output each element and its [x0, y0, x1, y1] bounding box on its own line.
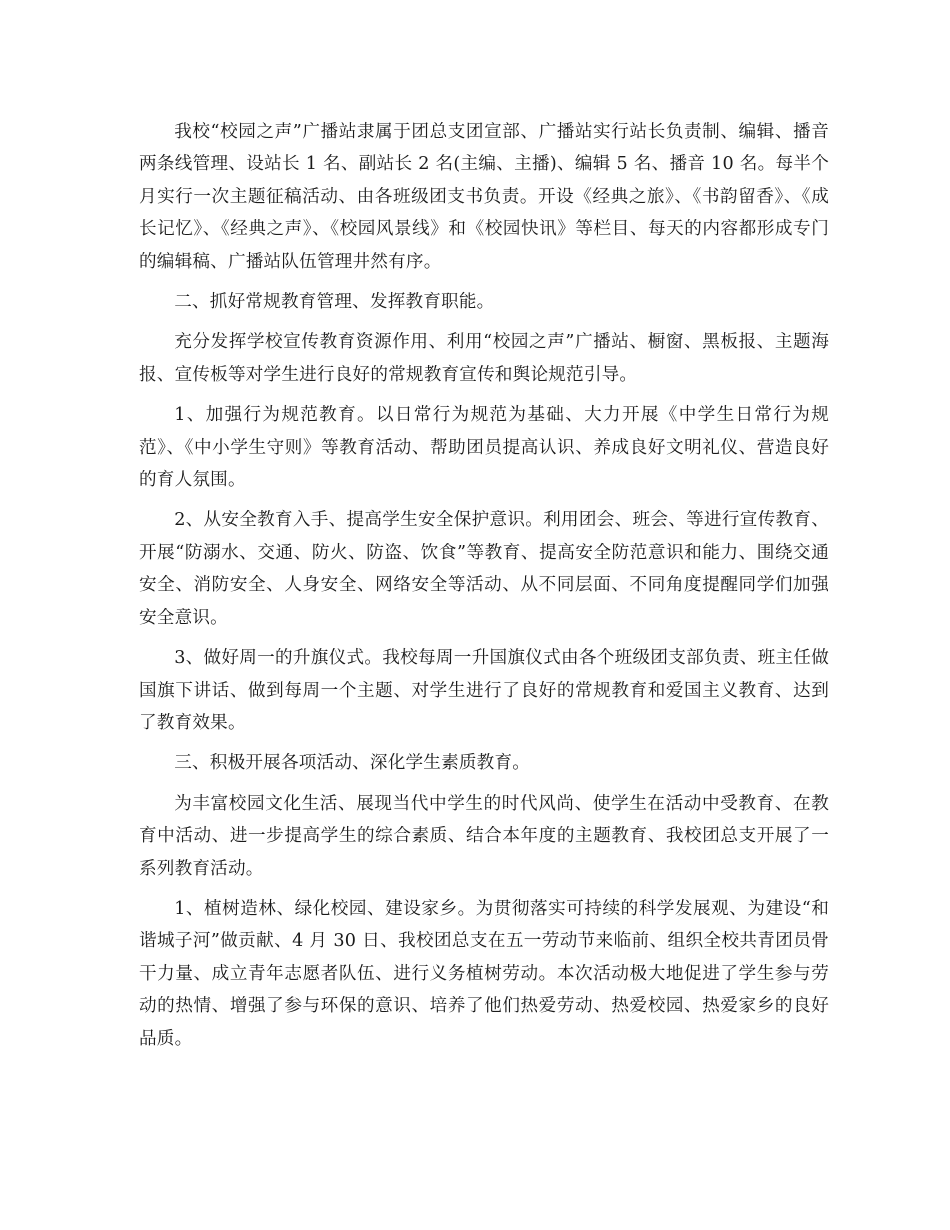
paragraph-safety-education: 2、从安全教育入手、提高学生安全保护意识。利用团会、班会、等进行宣传教育、开展“防溺水、交通、防火、防盗、饮食”等教育、提高安全防范意识和能力、围绕交通安全、消防安全、人身安全、网络安全等活动、从不同层面、不同角度提醒同学们加强安全意识。 [139, 510, 829, 628]
paragraph-publicity-resources: 充分发挥学校宣传教育资源作用、利用“校园之声”广播站、橱窗、黑板报、主题海报、宣传板等对学生进行良好的常规教育宣传和舆论规范引导。 [139, 332, 829, 385]
paragraph-campus-culture: 为丰富校园文化生活、展现当代中学生的时代风尚、使学生在活动中受教育、在教育中活动、进一步提高学生的综合素质、结合本年度的主题教育、我校团总支开展了一系列教育活动。 [139, 793, 829, 879]
document-page [139, 116, 829, 1063]
paragraph-behavior-norms: 1、加强行为规范教育。以日常行为规范为基础、大力开展《中学生日常行为规范》、《中小学生守则》等教育活动、帮助团员提高认识、养成良好文明礼仪、营造良好的育人氛围。 [139, 405, 829, 491]
paragraph-tree-planting: 1、植树造林、绿化校园、建设家乡。为贯彻落实可持续的科学发展观、为建设“和谐城子河”做贡献、4 月 30 日、我校团总支在五一劳动节来临前、组织全校共青团员骨干力量、成立青年志愿者队伍、进行义务植树劳动。本次活动极大地促进了学生参与劳动的热情、增强了参与环保的意识、培养了他们热爱劳动、热爱校园、热爱家乡的良好品质。 [139, 898, 829, 1049]
section-heading-routine-education: 二、抓好常规教育管理、发挥教育职能。 [174, 292, 495, 313]
paragraph-broadcast-station: 我校“校园之声”广播站隶属于团总支团宣部、广播站实行站长负责制、编辑、播音两条线管理、设站长 1 名、副站长 2 名(主编、主播)、编辑 5 名、播音 10 名。每半个月实行一次主题征稿活动、由各班级团支书负责。开设《经典之旅》、《书韵留香》、《成长记忆》、《经典之声》、《校园风景线》和《校园快讯》等栏目、每天的内容都形成专门的编辑稿、广播站队伍管理井然有序。 [139, 122, 829, 272]
paragraph-flag-ceremony: 3、做好周一的升旗仪式。我校每周一升国旗仪式由各个班级团支部负责、班主任做国旗下讲话、做到每周一个主题、对学生进行了良好的常规教育和爱国主义教育、达到了教育效果。 [139, 648, 829, 733]
section-heading-activities: 三、积极开展各项活动、深化学生素质教育。 [174, 753, 531, 774]
